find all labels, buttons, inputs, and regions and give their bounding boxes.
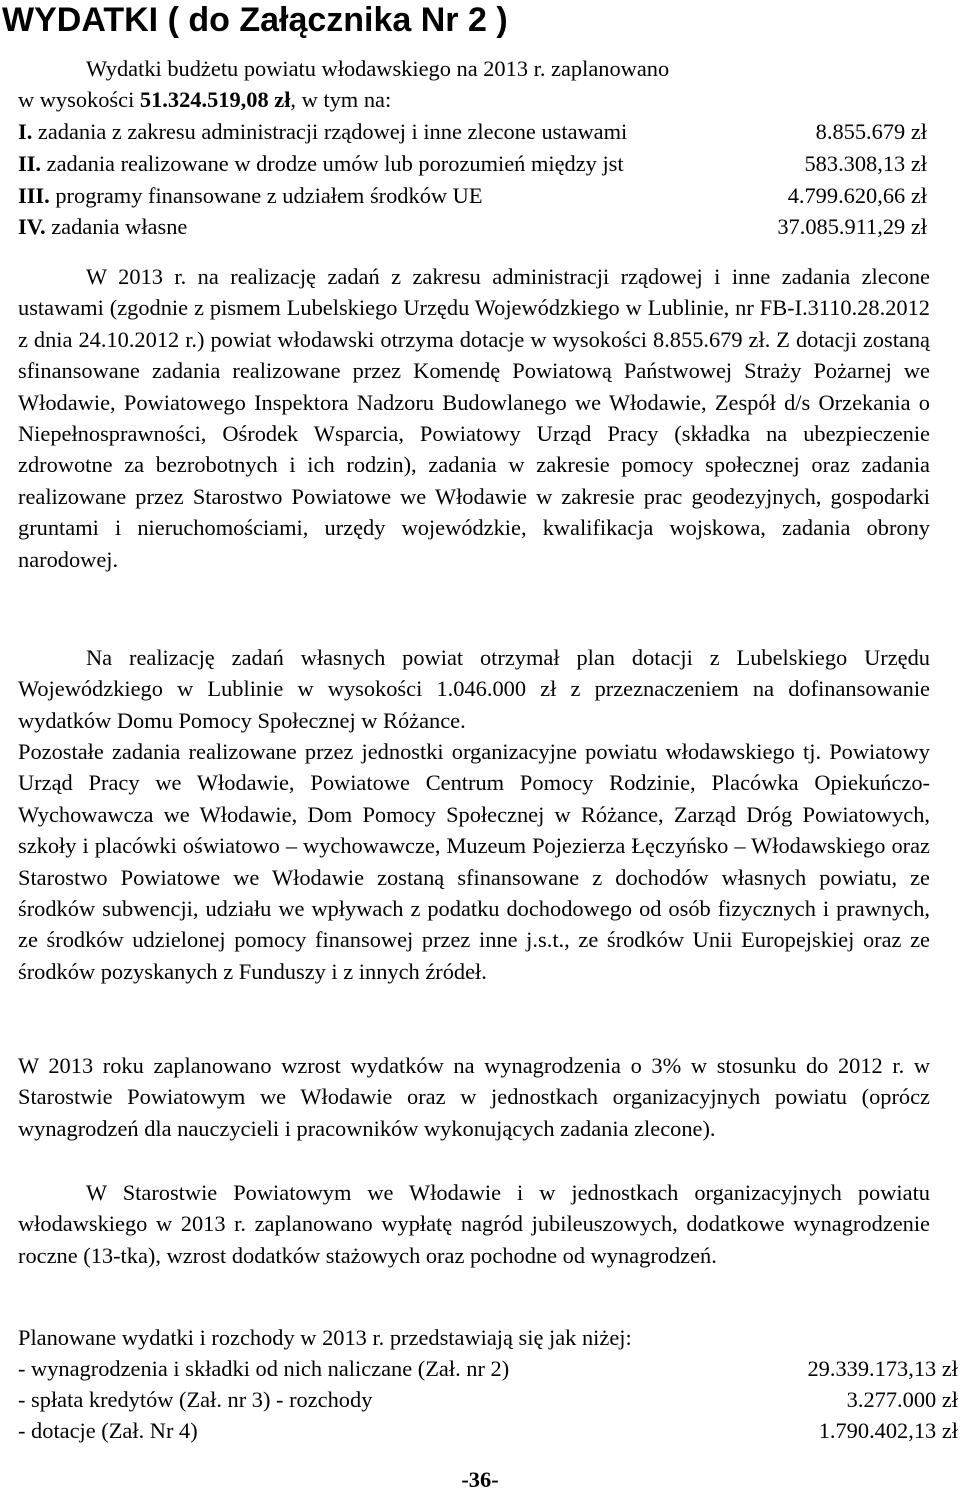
category-item: II. zadania realizowane w drodze umów lub porozumień między jst — [18, 151, 624, 176]
summary-heading: Planowane wydatki i rozchody w 2013 r. przedstawiają się jak niżej: — [18, 1325, 632, 1350]
category-amount: 8.855.679 zł — [815, 119, 927, 144]
category-amount: 583.308,13 zł — [804, 151, 927, 176]
category-amount: 4.799.620,66 zł — [787, 183, 927, 208]
category-item: I. zadania z zakresu administracji rządowej i inne zlecone ustawami — [18, 119, 628, 144]
page-title: WYDATKI ( do Załącznika Nr 2 ) — [2, 1, 508, 39]
summary-amount: 1.790.402,13 zł — [818, 1418, 958, 1443]
paragraph-nagrody: W Starostwie Powiatowym we Włodawie i w jednostkach organizacyjnych powiatu włodawskiego w 2013 r. zaplanowano wypłatę nagród jubileuszowych, dodatkowe wynagrodzenie roczne (13-tka), wzrost dodatków stażowych oraz pochodne od wynagrodzeń. — [18, 1180, 930, 1268]
paragraph-dotacje-zlecone: W 2013 r. na realizację zadań z zakresu administracji rządowej i inne zadania zlecone ustawami (zgodnie z pismem Lubelskiego Urzędu Wojewódzkiego w Lublinie, nr FB-I.3110.28.2012 z dnia 24.10.2012 r.) powiat włodawski otrzyma dotacje w wysokości 8.855.679 zł. Z dotacji zostaną sfinansowane zadania realizowane przez Komendę Powiatową Państwowej Straży Pożarnej we Włodawie, Powiatowego Inspektora Nadzoru Budowlanego we Włodawie, Zespół d/s Orzekania o Niepełnosprawności, Ośrodek Wsparcia, Powiatowy Urząd Pracy (składka na ubezpieczenie zdrowotne za bezrobotnych i ich rodzin), zadania w zakresie pomocy społecznej oraz zadania realizowane przez Starostwo Powiatowe we Włodawie w zakresie prac geodezyjnych, gospodarki gruntami i nieruchomościami, urzędy wojewódzkie, kwalifikacja wojskowa, zadania obrony narodowej. — [18, 264, 930, 572]
category-amount: 37.085.911,29 zł — [777, 214, 927, 239]
summary-item: - dotacje (Zał. Nr 4) — [18, 1418, 198, 1443]
intro-line-1: Wydatki budżetu powiatu włodawskiego na 2013 r. zaplanowano — [86, 56, 670, 81]
paragraph-wynagrodzenia: W 2013 roku zaplanowano wzrost wydatków na wynagrodzenia o 3% w stosunku do 2012 r. w Starostwie Powiatowym we Włodawie oraz w jednostkach organizacyjnych powiatu (oprócz wynagrodzeń dla nauczycieli i pracowników wykonujących zadania zlecone). — [18, 1053, 930, 1141]
paragraph-zadania-wlasne: Na realizację zadań własnych powiat otrzymał plan dotacji z Lubelskiego Urzędu Wojewódzkiego w Lublinie w wysokości 1.046.000 zł z przeznaczeniem na dofinansowanie wydatków Domu Pomocy Społecznej w Różance. — [18, 645, 930, 733]
summary-amount: 29.339.173,13 zł — [807, 1356, 958, 1381]
paragraph-pozostale-zadania: Pozostałe zadania realizowane przez jednostki organizacyjne powiatu włodawskiego tj. Powiatowy Urząd Pracy we Włodawie, Powiatowe Centrum Pomocy Rodzinie, Placówka Opiekuńczo-Wychowawcza we Włodawie, Dom Pomocy Społecznej w Różance, Zarząd Dróg Powiatowych, szkoły i placówki oświatowo – wychowawcze, Muzeum Pojezierza Łęczyńsko – Włodawskiego oraz Starostwo Powiatowe we Włodawie zostaną sfinansowane z dochodów własnych powiatu, ze środków subwencji, udziału we wpływach z podatku dochodowego od osób fizycznych i prawnych, ze środków udzielonej pomocy finansowej przez inne j.s.t., ze środków Unii Europejskiej oraz ze środków pozyskanych z Funduszy i z innych źródeł. — [18, 739, 930, 984]
category-item: IV. zadania własne — [18, 214, 188, 239]
page-number: -36- — [461, 1467, 499, 1492]
summary-item: - wynagrodzenia i składki od nich naliczane (Zał. nr 2) — [18, 1356, 510, 1381]
summary-amount: 3.277.000 zł — [846, 1387, 958, 1412]
intro-line-2: w wysokości 51.324.519,08 zł, w tym na: — [18, 87, 392, 112]
summary-item: - spłata kredytów (Zał. nr 3) - rozchody — [18, 1387, 373, 1412]
category-item: III. programy finansowane z udziałem środków UE — [18, 183, 483, 208]
total-amount: 51.324.519,08 zł — [139, 87, 291, 112]
